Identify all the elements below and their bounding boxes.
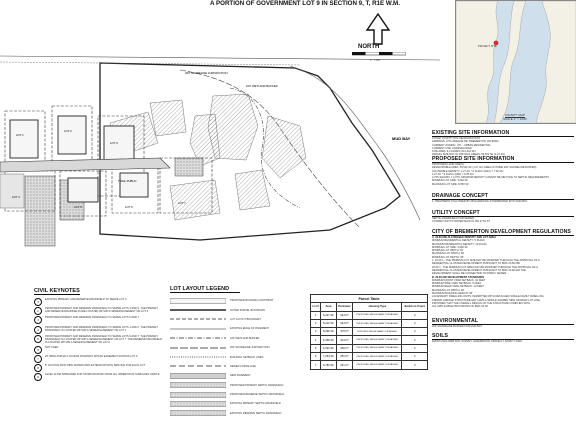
parcel-table-header: Perimeter	[336, 303, 353, 311]
north-label: NORTH	[358, 44, 380, 50]
proposed-site-line: MAXIMUM LOT SIZE: 8,650 SF	[432, 182, 469, 186]
legend-item	[170, 305, 310, 314]
legend-label: LOT LAYOUT BOUNDARY	[230, 317, 262, 321]
access-roadway-west	[0, 174, 24, 208]
city-dev-sub-line: ACCESSORY DWELLING UNITS: PERMITTED WITH DETACHED SINGLE FAMILY DWELLING	[432, 295, 544, 299]
utility-line: SEPTIC DRAINFIELD FOR SEWER	[432, 217, 474, 220]
parcel-table-cell: 8,096 SF	[321, 328, 336, 336]
parcel-table-cell: 6,780 SF	[321, 361, 336, 369]
city-dev-line: MINIMUM LOT DEPTH: 65'	[432, 255, 464, 259]
parcel-table	[310, 294, 428, 370]
keynote-item	[34, 346, 162, 354]
parcel-table-cell: PROPOSED SINGLE FAMILY DETACHED	[353, 311, 402, 319]
plan-label-lot-7: LOT 7	[178, 201, 186, 205]
legend-label: SEWER FORCE LINE	[230, 364, 256, 368]
proposed-site-line: MINIMUM LOT SIZE: 4,000 SF	[432, 179, 468, 183]
plan-label-trail-public: TRAIL PUBLIC	[118, 179, 137, 183]
table-row	[311, 336, 428, 344]
keynote-text: 8" DUCTILE IRON PIPE WATER MAIN EXTENSION WITH SERVICE FOR EACH LOT	[45, 364, 146, 368]
keynote-text: PROPOSED PRIMARY AND RESERVE DRAINFIELD TO SERVE LOTS 6 AND 7	[45, 316, 139, 320]
soils-heading: SOILS	[432, 333, 574, 340]
building-footprint-4	[120, 173, 148, 197]
city-dev-line: MINIMUM LOT WIDTH: 30'	[432, 249, 464, 253]
keynote-number: 2	[34, 307, 42, 315]
city-dev-line: 20.60.1 - THE MINIMUM LOT AREA MAY BE MODIFIED THROUGH THE APPROVAL OF A	[432, 265, 538, 269]
legend-symbol	[170, 410, 226, 416]
proposed-site-section	[432, 156, 574, 186]
parcel-table-cell: EXISTING SINGLE FAMILY DETACHED	[353, 328, 402, 336]
legend-label: EXISTING RESERVE SEPTIC DRAINFIELD	[230, 411, 282, 415]
keynote-text: LEVEL FLOW SPREADER FOR STORM RUNOFF FROM ALL IMPERVIOUS SURFACES ONSITE	[45, 373, 160, 377]
table-row	[311, 311, 428, 319]
legend-item	[170, 381, 310, 390]
city-dev-sub-line: MINIMUM FRONT YARD SETBACK: 10 FEET	[432, 278, 486, 282]
city-dev-sub-line: AND/OR GARAGE STRUCTURE MAY HAVE A SINGLE SHARED SIDE OR REAR LOT LINE,	[432, 298, 541, 302]
legend-symbol	[170, 345, 226, 351]
utility-section	[432, 210, 574, 224]
parcel-table-cell: 3	[402, 361, 428, 369]
vicinity-map-graphic	[456, 1, 576, 123]
parcel-table-cell: 331 FT	[336, 361, 353, 369]
sheet-title: A PORTION OF GOVERNMENT LOT 9 IN SECTION 9, T, R1E W.M.	[210, 0, 400, 7]
legend-symbol	[170, 363, 226, 369]
parcel-table-cell: PROPOSED SINGLE FAMILY DETACHED	[353, 344, 402, 352]
scale-bar	[352, 52, 406, 57]
legend-item	[170, 409, 310, 418]
keynote-text: 20' WIDE ASPHALT ACCESS ROADWAY WITHIN EASEMENT ACROSS LOT 3	[45, 355, 138, 359]
critical-area-6	[235, 170, 270, 210]
city-dev-sub-line: PROVIDED THAT THE OVERALL DESIGN OF THE STRUCTURE COMPLIES WITH	[432, 301, 531, 305]
plan-label-lot-1: LOT 1	[16, 133, 24, 137]
legend-item	[170, 390, 310, 399]
city-development-heading: CITY OF BREMERTON DEVELOPMENT REGULATIONS	[432, 229, 574, 236]
keynotes-list	[34, 298, 162, 383]
parcel-table-cell: 3	[402, 353, 428, 361]
existing-site-line: PARCEL SIZE NOT IN CRITICAL AREAS: 56,522 SF (1.27 AC)	[432, 153, 505, 157]
table-row	[311, 319, 428, 327]
existing-site-line: CURRENT USE: UNDEVELOPED	[432, 146, 472, 150]
parcel-table-header: Housing Type	[353, 303, 402, 311]
parcel-table-cell: 6,040 SF	[321, 344, 336, 352]
critical-area-4	[150, 100, 186, 136]
legend-item	[170, 352, 310, 361]
parcel-table-block	[310, 294, 428, 370]
existing-site-line: SITE AREA: 4.9 ACRES (213,444 SF)	[432, 150, 476, 154]
legend-label: NEW PAVEMENT	[230, 374, 251, 378]
table-row	[311, 361, 428, 369]
existing-site-line: ADDRESS: 27TH AVENUE NE, BREMERTON, WA 98311	[432, 140, 499, 144]
city-dev-line: A. 20.60.080 ALLOWABLE DENSITY AND LOT AREA	[432, 236, 496, 239]
keynote-number: 1	[34, 298, 42, 306]
legend-item	[170, 371, 310, 380]
city-dev-line: MINIMUM LOT SIZE: 3,000 SF	[432, 245, 468, 249]
drainage-section	[432, 193, 574, 203]
parcel-table-cell: 6,227 SF	[321, 311, 336, 319]
keynote-number: 5	[34, 335, 42, 343]
plan-label-lot-2: LOT 2	[64, 129, 72, 133]
table-row	[311, 328, 428, 336]
legend-label: PROPOSED BUILDING FOOTPRINT	[230, 299, 274, 303]
plan-label-lot-3: LOT 3	[110, 141, 118, 145]
parcel-table-cell: 344 FT	[336, 336, 353, 344]
outer-parcel-boundary	[100, 63, 400, 240]
legend-label: PROPOSED RESERVE SEPTIC DRAINFIELD	[230, 393, 285, 397]
parcel-table-cell: 7	[311, 361, 321, 369]
city-dev-line: RESIDENTIAL CLUSTER DEVELOPMENT PURSUANT TO BMC 20.60.090 THE	[432, 268, 526, 272]
parcel-table-cell: PROPOSED SINGLE FAMILY DETACHED	[353, 336, 402, 344]
city-dev-sub-line: MINIMUM SIDE YARD SETBACK: 5 FEET	[432, 282, 482, 286]
keynote-number: 8	[34, 364, 42, 372]
utility-heading: UTILITY CONCEPT	[432, 210, 574, 217]
parcel-table-cell: 3	[311, 328, 321, 336]
keynote-number: 9	[34, 373, 42, 381]
project-site-label: PROJECT SITE	[478, 45, 497, 48]
keynote-number: 7	[34, 355, 42, 363]
parcel-table-cell: 2	[311, 319, 321, 327]
keynote-item	[34, 355, 162, 363]
parcel-table-cell: 4	[311, 336, 321, 344]
utility-line: CONNECTION TO WATER MAIN IN NW 27TH ST	[432, 220, 491, 224]
proposed-site-line: 1.27 AC * 5 DU/AC (MIN) = 6.35 DU	[432, 172, 474, 176]
soils-line: FROM USDA WEB SOIL SURVEY: ALDERWOOD GRAVELLY SANDY LOAM	[432, 340, 522, 343]
keynote-item	[34, 316, 162, 324]
city-dev-sub-line: MAXIMUM BUILDING HEIGHT: 35'	[432, 292, 473, 296]
legend-label: EXISTING EDGE OF PAVEMENT	[230, 327, 270, 331]
city-dev-line: MAXIMUM RESIDENTIAL DENSITY: 10 DU/AC	[432, 242, 488, 246]
environmental-section	[432, 318, 574, 328]
parcel-table-cell: 3	[402, 344, 428, 352]
existing-site-section	[432, 130, 574, 157]
legend-label: PROPOSED PRIMARY SEPTIC DRAINFIELD	[230, 383, 284, 387]
parcel-table-cell: 330 FT	[336, 344, 353, 352]
keynote-text: PROPOSED PRIMARY AND RESERVE DRAINFIELD TO SERVE LOTS 1 AND 2. THE PRIMARY DRAINFIELD IS LOCATED WITHIN A SEWER EASEMENT ON LOT 1	[45, 325, 159, 332]
vicinity-map-scale: SCALE 1" = 1000'	[502, 117, 528, 121]
keynotes-heading: CIVIL KEYNOTES	[34, 288, 80, 294]
keynote-item	[34, 335, 162, 345]
legend-symbol	[170, 392, 226, 398]
legend-label: OUTER PARCEL BOUNDARY	[230, 308, 266, 312]
critical-area-5	[262, 116, 306, 178]
keynote-text: PROPOSED PRIMARY AND RESERVE DRAINFIELD TO SERVE LOTS 4 AND 5. THE PRIMARY AND RESERVE DRAINFIELD ARE LOCATED WITHIN A SEWER EASEMENT ON LOT 4	[45, 307, 159, 314]
table-row	[311, 353, 428, 361]
soils-section	[432, 333, 574, 343]
existing-site-line: KITSAP COUNTY PIN: 092401XXXXXXX	[432, 137, 481, 140]
legend-label: EXISTING PRIMARY SEPTIC DRAINFIELD	[230, 402, 281, 406]
proposed-site-line: PROPOSED LAND USE(S): ...	[432, 163, 468, 166]
vicinity-map	[455, 0, 576, 124]
plan-label-mud-bay: MUD BAY	[392, 136, 411, 141]
parcel-table-cell: PROPOSED SINGLE FAMILY DETACHED	[353, 361, 402, 369]
plan-label-lot-6: LOT 6	[125, 205, 133, 209]
legend-item	[170, 343, 310, 352]
existing-site-heading: EXISTING SITE INFORMATION	[432, 130, 574, 137]
legend-symbol	[170, 316, 226, 322]
parcel-table-cell: 375 FT	[336, 328, 353, 336]
legend-item	[170, 362, 310, 371]
shoreline-line	[290, 66, 420, 220]
parcel-table-header: Area	[321, 303, 336, 311]
city-dev-line: MAXIMUM LOT WIDTH: 90'	[432, 252, 465, 256]
parcel-table-cell: 5	[311, 344, 321, 352]
city-dev-line: MINIMUM RESIDENTIAL DENSITY: 5 DU/AC	[432, 239, 485, 243]
proposed-site-line: LOTS SHOWN: 7 LOTS, MINIMUM DENSITY CANNOT BE MET DUE TO SEPTIC REQUIREMENTS	[432, 176, 549, 180]
building-footprint-1	[10, 120, 38, 158]
proposed-site-line: ALLOWABLE DENSITY: 1.27 AC * 6 DU/AC (MAX) = 7.62 DU	[432, 169, 504, 173]
proposed-site-heading: PROPOSED SITE INFORMATION	[432, 156, 574, 163]
keynote-number: 6	[34, 346, 42, 354]
parcel-table-cell: 1	[311, 311, 321, 319]
plan-label-lot-5: LOT 5	[74, 205, 82, 209]
parcel-table-cell: 344 FT	[336, 311, 353, 319]
parcel-table-cell: PROPOSED SINGLE FAMILY DETACHED	[353, 353, 402, 361]
legend-label: 100' WETLAND BUFFER	[230, 336, 260, 340]
city-dev-sub-line: MAXIMUM LOT WIDTH: 90'	[432, 288, 465, 292]
legend-list	[170, 296, 310, 418]
legend-label: 200' SHORELINE JURISDICTION	[230, 346, 270, 350]
vicinity-map-title: VICINITY MAP	[505, 113, 525, 117]
legend-symbol	[170, 326, 226, 332]
keynote-number: 4	[34, 326, 42, 334]
legend-symbol	[170, 373, 226, 379]
city-dev-line: 1. 20.60.1 - THE MINIMUM LOT SIZE MAY BE MODIFIED THROUGH THE APPROVAL OF A	[432, 259, 540, 263]
legend-item	[170, 324, 310, 333]
parcel-table-cell: 6,210 SF	[321, 319, 336, 327]
existing-site-line: CURRENT ZONING: UTL - URBAN RESIDENTIAL	[432, 143, 491, 147]
keynote-item	[34, 326, 162, 334]
parcel-table-title: Parcel Table	[311, 295, 428, 303]
city-dev-subheading: B. 20.60.090 DEVELOPMENT STANDARDS	[432, 275, 485, 279]
drainfield-3	[175, 158, 203, 176]
parcel-table-cell: 6,458 SF	[321, 336, 336, 344]
vicinity-map-caption	[455, 113, 575, 121]
building-footprint-5	[68, 178, 98, 202]
city-dev-line: RESIDENTIAL CLUSTER DEVELOPMENT PURSUANT TO BMC 20.60.080	[432, 262, 520, 266]
city-dev-sub-line: ALL APPLICABLE PROVISIONS OF BMC 20.60	[432, 305, 488, 309]
keynote-item	[34, 307, 162, 315]
legend-symbol	[170, 382, 226, 388]
parcel-table-cell: 3	[402, 328, 428, 336]
keynote-item	[34, 298, 162, 306]
legend-symbol	[170, 307, 226, 313]
table-row	[311, 344, 428, 352]
building-footprint-2	[58, 116, 86, 154]
legend-item	[170, 334, 310, 343]
legend-label: BUILDING SETBACK LINES	[230, 355, 264, 359]
scale-text: 1" = 60'	[370, 58, 381, 62]
keynote-text: EXISTING PRIMARY AND RESERVE DRAINFIELD TO SERVE LOT 3	[45, 298, 127, 301]
parcel-table-cell: 6	[311, 353, 321, 361]
north-arrow-icon	[365, 12, 391, 46]
drainage-line: 1. TREATMENT FOLLOWED BY DISCHARGING STORMWATER INTO MUD BAY	[432, 200, 528, 203]
parcel-table-cell: 3	[402, 319, 428, 327]
plan-label-shoreline: 200' SHORELINE JURISDICTION	[185, 71, 228, 75]
keynote-item	[34, 364, 162, 372]
parcel-table-header: Bedroom Count	[402, 303, 428, 311]
environmental-line: 200' SHORELINE BUFFER FOR MUD BAY	[432, 325, 483, 328]
legend-item	[170, 399, 310, 408]
keynote-text: PROPOSED PRIMARY AND RESERVE DRAINFIELD TO SERVE LOTS 6 AND 7. THE PRIMARY DRAINFIELD IS LOCATED WITHIN A SEWER EASEMENT ON LOT 7. THE RESERVE DRAINFIELD IS LOCATED WITHIN A SEWER EASEMENT ON LOT 6	[45, 334, 162, 345]
plan-label-lot-4: LOT 4	[12, 195, 20, 199]
city-dev-sub-line: MINIMUM REAR YARD SETBACK: 10 FEET	[432, 285, 484, 289]
keynote-text: NOT USED	[45, 345, 59, 349]
plan-label-wetland-buffer: 100' WETLAND BUFFER	[246, 84, 278, 88]
parcel-table-header: Lot #	[311, 303, 321, 311]
parcel-table-cell: 344 FT	[336, 319, 353, 327]
legend-item	[170, 296, 310, 305]
environmental-heading: ENVIRONMENTAL	[432, 318, 574, 325]
parcel-table-cell: 3	[402, 311, 428, 319]
parcel-table-cell: 361 FT	[336, 353, 353, 361]
critical-area-7	[170, 180, 220, 220]
proposed-site-line: DEVELOPABLE AREA: 56,522 SF (1.27 AC) AREA OUTSIDE 200' SHORELINE BUFFER)	[432, 166, 537, 170]
drainage-heading: DRAINAGE CONCEPT	[432, 193, 574, 200]
parcel-table-cell: PROPOSED SINGLE FAMILY DETACHED	[353, 319, 402, 327]
legend-item	[170, 315, 310, 324]
keynote-number: 3	[34, 316, 42, 324]
city-development-section	[432, 229, 574, 309]
parcel-table-cell: 3	[402, 336, 428, 344]
legend-symbol	[170, 354, 226, 360]
legend-symbol	[170, 298, 226, 304]
parcel-table-cell: 7,263 SF	[321, 353, 336, 361]
legend-symbol	[170, 335, 226, 341]
access-roadway	[0, 158, 170, 172]
keynote-item	[34, 373, 162, 381]
city-dev-line: DEVELOPMENT SHALL BE CONNECTED TO PUBLIC SEWER ...	[432, 272, 510, 276]
legend-symbol	[170, 401, 226, 407]
legend-heading: LOT LAYOUT LEGEND	[170, 286, 240, 293]
